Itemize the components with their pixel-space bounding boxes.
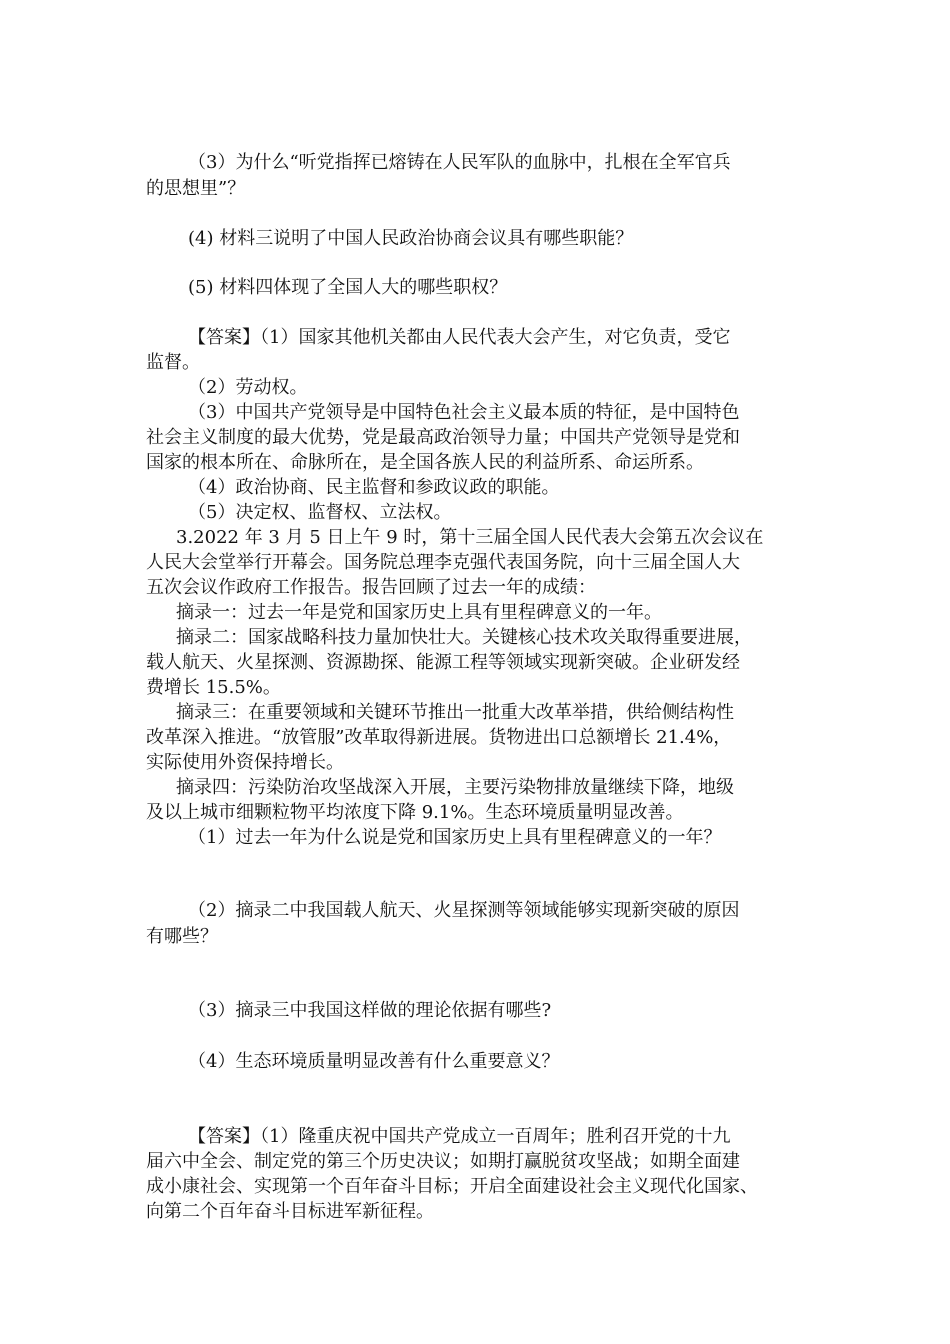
question-2-1: （1）过去一年为什么说是党和国家历史上具有里程碑意义的一年？: [188, 827, 722, 848]
answer-2-line-4: 向第二个百年奋斗目标进军新征程。: [146, 1201, 434, 1222]
answer-2-line-1: 【答案】（1）隆重庆祝中国共产党成立一百周年；胜利召开党的十九: [188, 1126, 731, 1147]
material-intro-line-3: 五次会议作政府工作报告。报告回顾了过去一年的成绩：: [146, 577, 596, 598]
answer-1-line-6: 国家的根本所在、命脉所在，是全国各族人民的利益所系、命运所系。: [146, 452, 704, 473]
excerpt-2-line-1: 摘录二：国家战略科技力量加快壮大。关键核心技术攻关取得重要进展，: [176, 627, 752, 648]
excerpt-4-line-1: 摘录四：污染防治攻坚战深入开展，主要污染物排放量继续下降，地级: [176, 777, 734, 798]
question-2-2-line-2: 有哪些？: [146, 926, 218, 947]
answer-1-line-5: 社会主义制度的最大优势，党是最高政治领导力量；中国共产党领导是党和: [146, 427, 740, 448]
excerpt-2-line-2: 载人航天、火星探测、资源勘探、能源工程等领域实现新突破。企业研发经: [146, 652, 740, 673]
answer-1-line-3: （2）劳动权。: [188, 377, 308, 398]
answer-1-line-1: 【答案】（1）国家其他机关都由人民代表大会产生，对它负责，受它: [188, 327, 731, 348]
excerpt-2-line-3: 费增长 15.5%。: [146, 677, 281, 698]
excerpt-3-line-1: 摘录三：在重要领域和关键环节推出一批重大改革举措，供给侧结构性: [176, 702, 734, 723]
material-intro-line-1: 3.2022 年 3 月 5 日上午 9 时，第十三届全国人民代表大会第五次会议在: [176, 527, 764, 548]
question-3-line-1: （3）为什么“听党指挥已熔铸在人民军队的血脉中，扎根在全军官兵: [188, 152, 731, 173]
excerpt-1: 摘录一：过去一年是党和国家历史上具有里程碑意义的一年。: [176, 602, 662, 623]
question-4: (4) 材料三说明了中国人民政治协商会议具有哪些职能？: [188, 228, 634, 249]
excerpt-3-line-2: 改革深入推进。“放管服”改革取得新进展。货物进出口总额增长 21.4%，: [146, 727, 732, 748]
answer-2-line-3: 成小康社会、实现第一个百年奋斗目标；开启全面建设社会主义现代化国家、: [146, 1176, 758, 1197]
question-2-2-line-1: （2）摘录二中我国载人航天、火星探测等领域能够实现新突破的原因: [188, 900, 740, 921]
question-3-line-2: 的思想里”？: [146, 178, 246, 199]
answer-1-line-7: （4）政治协商、民主监督和参政议政的职能。: [188, 477, 560, 498]
question-5: (5) 材料四体现了全国人大的哪些职权？: [188, 277, 508, 298]
answer-2-line-2: 届六中全会、制定党的第三个历史决议；如期打赢脱贫攻坚战；如期全面建: [146, 1151, 740, 1172]
excerpt-4-line-2: 及以上城市细颗粒物平均浓度下降 9.1%。生态环境质量明显改善。: [146, 802, 684, 823]
answer-1-line-8: （5）决定权、监督权、立法权。: [188, 502, 452, 523]
excerpt-3-line-3: 实际使用外资保持增长。: [146, 752, 344, 773]
question-2-4: （4）生态环境质量明显改善有什么重要意义？: [188, 1051, 560, 1072]
answer-1-line-2: 监督。: [146, 352, 200, 373]
material-intro-line-2: 人民大会堂举行开幕会。国务院总理李克强代表国务院，向十三届全国人大: [146, 552, 740, 573]
question-2-3: （3）摘录三中我国这样做的理论依据有哪些?: [188, 1000, 552, 1021]
answer-1-line-4: （3）中国共产党领导是中国特色社会主义最本质的特征，是中国特色: [188, 402, 740, 423]
